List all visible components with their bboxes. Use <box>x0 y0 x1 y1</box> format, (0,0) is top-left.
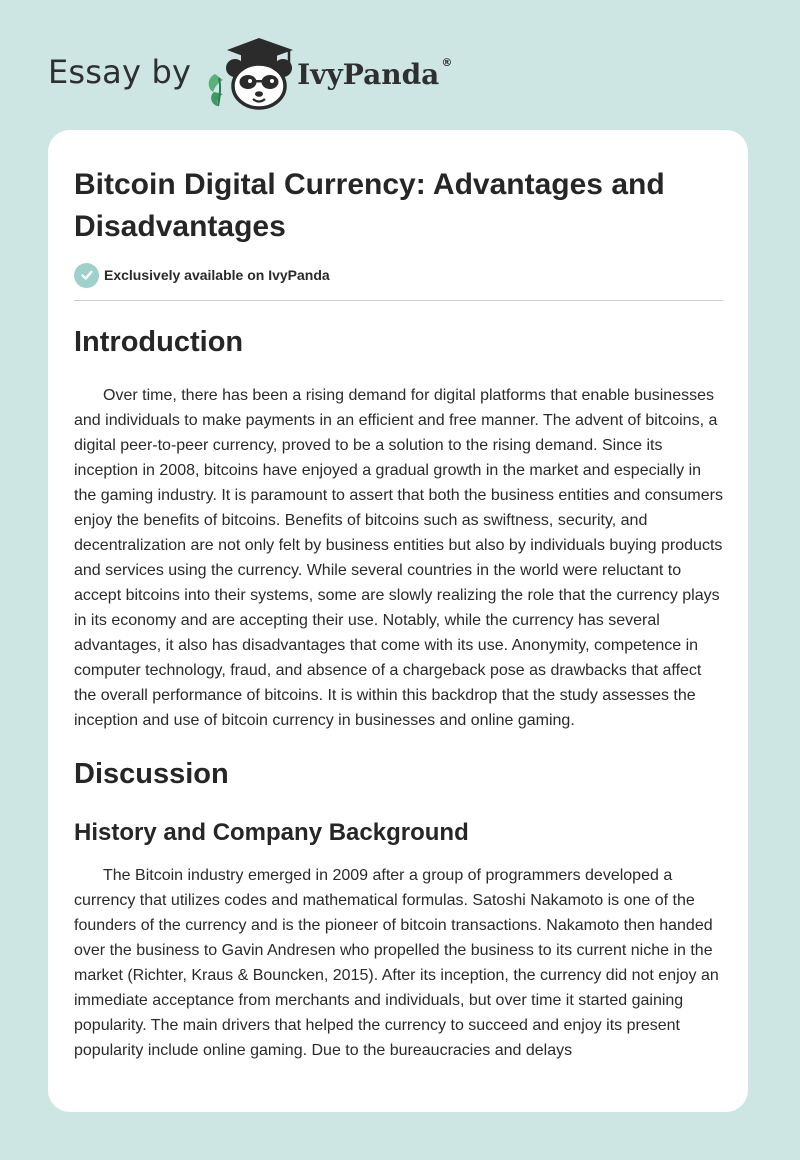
brand-name: IvyPanda <box>297 57 440 91</box>
essay-card <box>48 130 748 1112</box>
exclusive-badge-label: Exclusively available on IvyPanda <box>104 267 330 283</box>
essay-title: Bitcoin Digital Currency: Advantages and Disadvantages <box>74 168 665 243</box>
subheading-history: History and Company Background <box>74 819 469 846</box>
brand-header[interactable] <box>48 34 452 110</box>
section-heading-introduction: Introduction <box>74 326 244 358</box>
check-icon <box>74 263 99 288</box>
history-paragraph: The Bitcoin industry emerged in 2009 after a group of programmers developed a currency that utilizes codes and mathematical formulas. Satoshi Nakamoto is one of the founders of the currency and is the pioneer of bitcoin transactions. Nakamoto then handed over the business to Gavin Andresen who propelled the business to its current niche in the market (Richter, Kraus & Bouncken, 2015). After its inception, the currency did not enjoy an immediate acceptance from merchants and individuals, but over time it started gaining popularity. The main drivers that helped the currency to succeed and enjoy its present popularity include online gaming. Due to the bureaucracies and delays <box>74 867 719 1059</box>
registered-mark: ® <box>441 55 453 69</box>
section-heading-discussion: Discussion <box>74 758 229 790</box>
panda-logo-icon <box>205 34 301 110</box>
exclusive-badge <box>74 262 723 288</box>
essay-content <box>74 164 723 1063</box>
brand-prefix: Essay by <box>48 53 192 91</box>
title-divider <box>74 300 723 301</box>
introduction-paragraph: Over time, there has been a rising demand for digital platforms that enable businesses and individuals to make payments in an efficient and free manner. The advent of bitcoins, a digital peer-to-peer currency, proved to be a solution to the rising demand. Since its inception in 2008, bitcoins have enjoyed a gradual growth in the market and especially in the gaming industry. It is paramount to assert that both the business entities and consumers enjoy the benefits of bitcoins. Benefits of bitcoins such as swiftness, security, and decentralization are not only felt by business entities but also by individuals buying products and services using the currency. While several countries in the world were reluctant to accept bitcoins into their systems, some are slowly realizing the role that the currency plays in its economy and are accepting their use. Notably, while the currency has several advantages, it also has disadvantages that come with its use. Anonymity, competence in computer technology, fraud, and absence of a chargeback pose as drawbacks that affect the overall performance of bitcoins. It is within this backdrop that the study assesses the inception and use of bitcoin currency in businesses and online gaming. <box>74 387 723 729</box>
